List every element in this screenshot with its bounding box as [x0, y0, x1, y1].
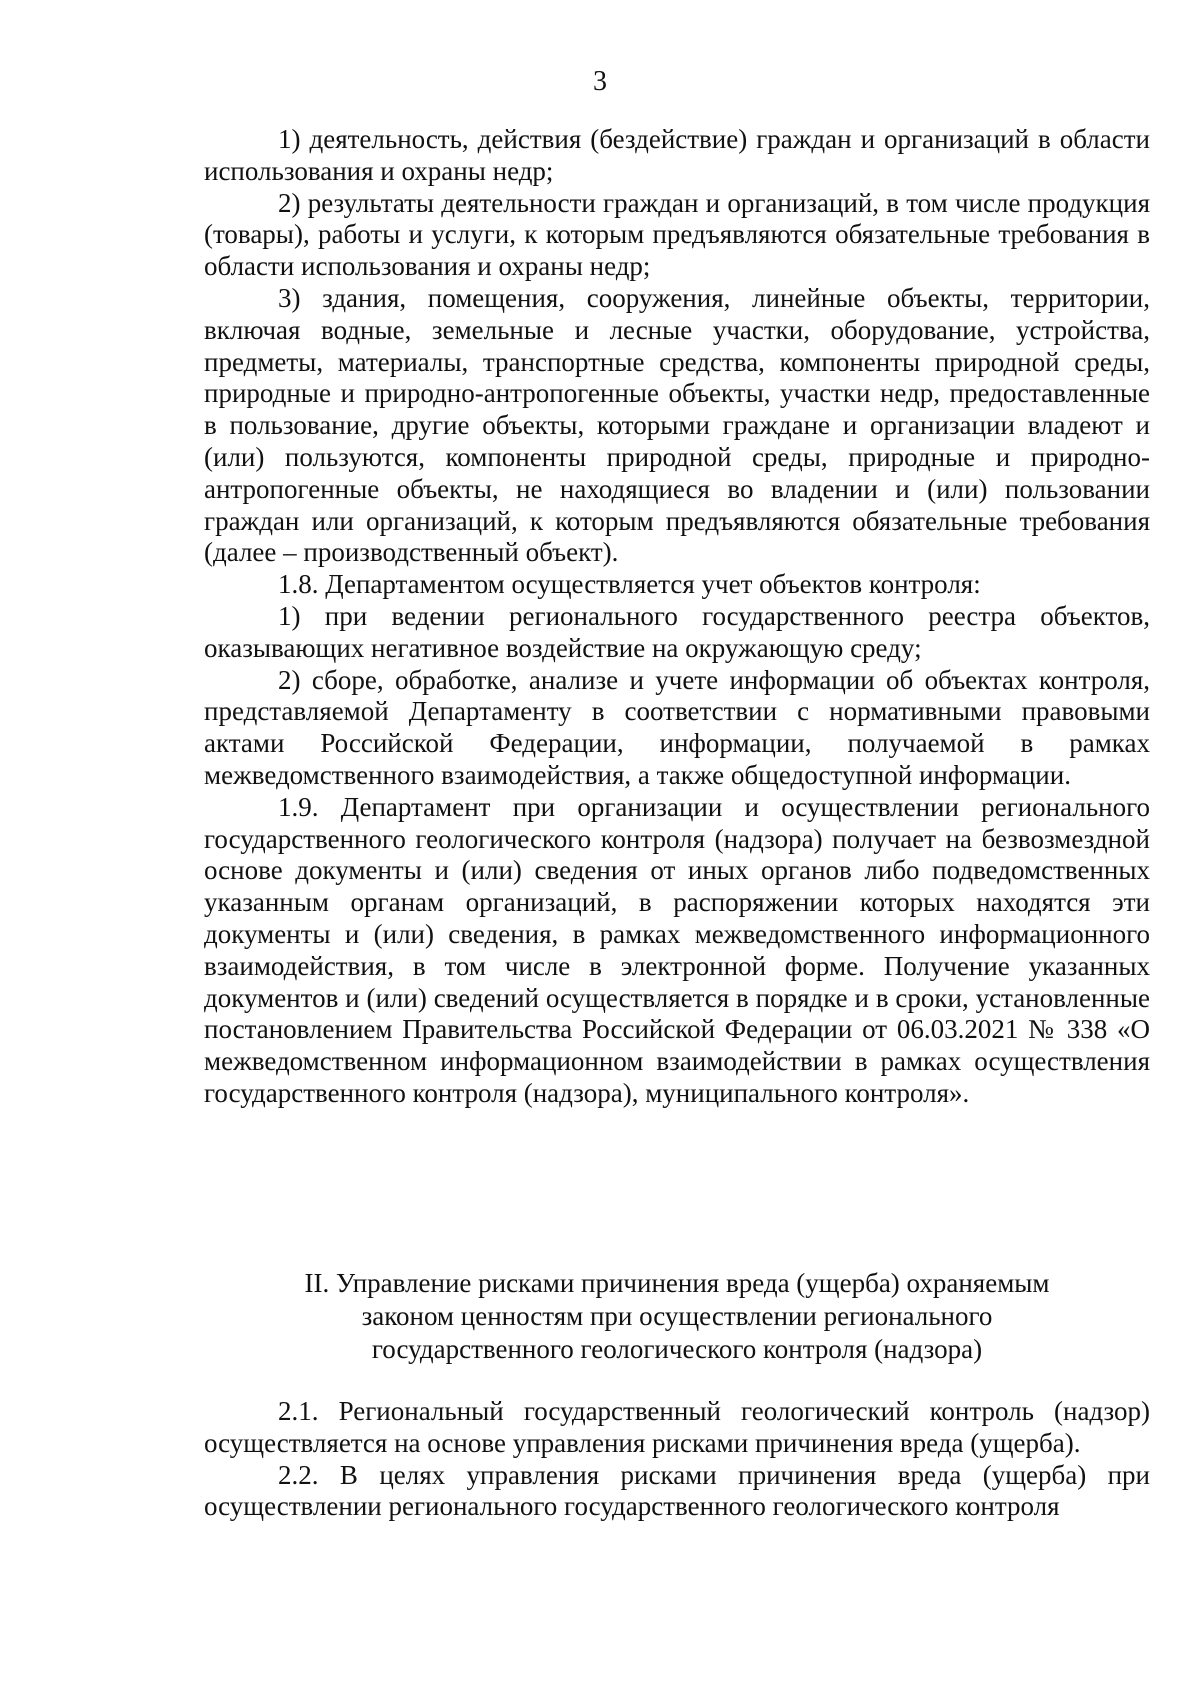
section-heading — [204, 1267, 1150, 1366]
section-heading-line-1: II. Управление рисками причинения вреда (ущерба) охраняемым — [304, 1268, 1050, 1298]
paragraph-clause-1-9: 1.9. Департамент при организации и осуществлении регионального государственного геологического контроля (надзора) получает на безвозмездной основе документы и (или) сведения от иных органов либо подведомственных указанным органам организаций, в распоряжении которых находятся эти документы и (или) сведения, в рамках межведомственного информационного взаимодействия, в том числе в электронной форме. Получение указанных документов и (или) сведений осуществляется в порядке и в сроки, установленные постановлением Правительства Российской Федерации от 06.03.2021 № 338 «О межведомственном информационном взаимодействии в рамках осуществления государственного контроля (надзора), муниципального контроля». — [204, 791, 1150, 1108]
paragraph-clause-2-2: 2.2. В целях управления рисками причинения вреда (ущерба) при осуществлении регионального государственного геологического контроля — [204, 1459, 1150, 1522]
paragraph-clause-1-8-item-1: 1) при ведении регионального государственного реестра объектов, оказывающих негативное воздействие на окружающую среду; — [204, 600, 1150, 663]
section-heading-line-3: государственного геологического контроля (надзора) — [371, 1334, 983, 1364]
paragraph-clause-1-8: 1.8. Департаментом осуществляется учет объектов контроля: — [278, 569, 981, 600]
page-number: 3 — [593, 66, 607, 97]
paragraph-clause-1-8-item-2: 2) сборе, обработке, анализе и учете информации об объектах контроля, представляемой Департаменту в соответствии с нормативными правовыми актами Российской Федерации, информации, получаемой в рамках межведомственного взаимодействия, а также общедоступной информации. — [204, 664, 1150, 790]
paragraph-item-2: 2) результаты деятельности граждан и организаций, в том числе продукция (товары), работы и услуги, к которым предъявляются обязательные требования в области использования и охраны недр; — [204, 187, 1150, 282]
section-heading-line-2: законом ценностям при осуществлении регионального — [361, 1301, 993, 1331]
paragraph-item-1: 1) деятельность, действия (бездействие) граждан и организаций в области использования и охраны недр; — [204, 124, 1150, 186]
section-body — [204, 1396, 1150, 1523]
document-body — [204, 124, 1150, 1110]
paragraph-item-3: 3) здания, помещения, сооружения, линейные объекты, территории, включая водные, земельные и лесные участки, оборудование, устройства, предметы, материалы, транспортные средства, компоненты природной среды, природные и природно-антропогенные объекты, участки недр, предоставленные в пользование, другие объекты, которыми граждане и организации владеют и (или) пользуются, компоненты природной среды, природные и природно-антропогенные объекты, не находящиеся во владении и (или) пользовании граждан или организаций, к которым предъявляются обязательные требования (далее – производственный объект). — [204, 282, 1150, 568]
paragraph-clause-2-1: 2.1. Региональный государственный геологический контроль (надзор) осуществляется на основе управления рисками причинения вреда (ущерба). — [204, 1396, 1150, 1458]
